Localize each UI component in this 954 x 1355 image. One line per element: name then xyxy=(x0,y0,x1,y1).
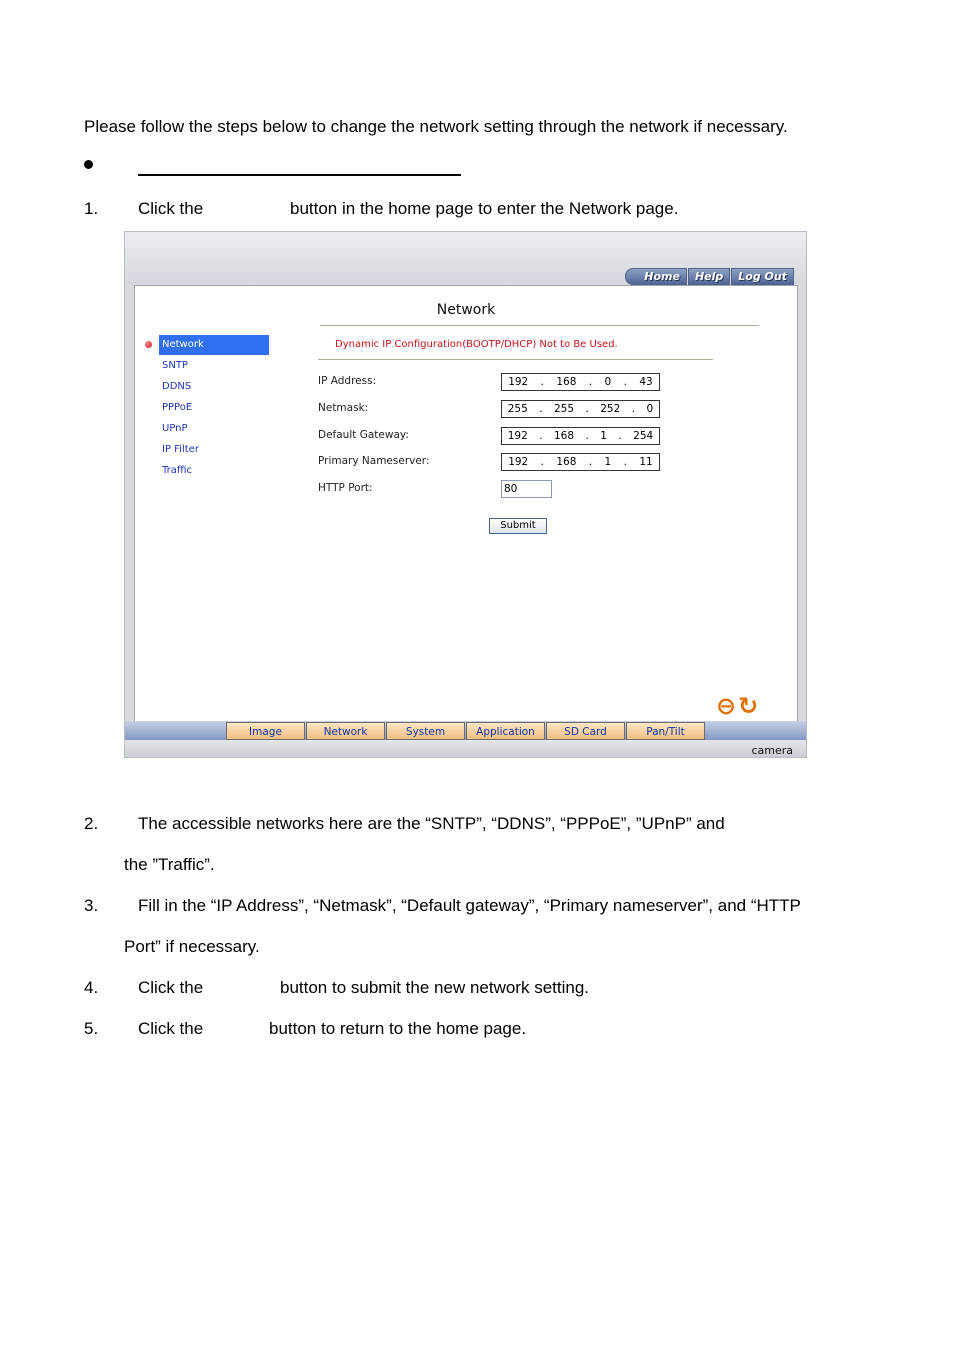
sidebar-item-pppoe[interactable]: PPPoE xyxy=(162,402,193,413)
network-page-screenshot xyxy=(124,231,807,758)
octet-dot: . xyxy=(539,430,543,442)
brand-text: camera xyxy=(751,744,793,757)
dns-octet: 192 xyxy=(508,456,529,468)
sidebar-item-upnp[interactable]: UPnP xyxy=(162,423,188,434)
step-5-number: 5. xyxy=(84,1019,99,1038)
sidebar-item-network[interactable]: Network xyxy=(159,335,269,355)
intro-text: Please follow the steps below to change the network setting through the network if necessary. xyxy=(84,117,788,136)
bottom-tabs xyxy=(226,722,706,740)
octet-dot: . xyxy=(585,403,589,415)
tab-sd-card[interactable]: SD Card xyxy=(546,722,625,740)
step-4-text-a: Click the xyxy=(138,978,204,997)
ip-octet: 168 xyxy=(556,376,577,388)
submit-button[interactable]: Submit xyxy=(489,518,547,534)
gw-octet: 254 xyxy=(633,430,654,442)
dns-octet: 11 xyxy=(639,456,653,468)
refresh-icon[interactable]: ↻ xyxy=(738,692,759,720)
ip-address-label: IP Address: xyxy=(318,375,377,387)
home-button[interactable]: Home xyxy=(625,268,687,285)
step-1-number: 1. xyxy=(84,199,99,218)
help-button[interactable]: Help xyxy=(688,268,730,285)
mask-octet: 255 xyxy=(553,403,575,415)
octet-dot: . xyxy=(539,403,543,415)
octet-dot: . xyxy=(588,376,593,388)
dhcp-warning: Dynamic IP Configuration(BOOTP/DHCP) Not to Be Used. xyxy=(335,339,618,350)
step-5-text-b: button to return to the home page. xyxy=(269,1019,527,1038)
octet-dot: . xyxy=(623,376,627,388)
ip-octet: 0 xyxy=(604,376,612,388)
http-port-field[interactable]: 80 xyxy=(501,480,552,498)
bullet-dot xyxy=(84,160,93,169)
ip-octet: 192 xyxy=(508,376,529,388)
ip-octet: 43 xyxy=(639,376,653,388)
footer-band xyxy=(125,740,806,758)
octet-dot: . xyxy=(585,430,589,442)
step-4-number: 4. xyxy=(84,978,99,997)
tab-image[interactable]: Image xyxy=(226,722,305,740)
mask-octet: 252 xyxy=(600,403,621,415)
back-arrow-icon[interactable]: ⊖ xyxy=(716,692,737,720)
logout-button[interactable]: Log Out xyxy=(731,268,794,285)
netmask-label: Netmask: xyxy=(318,402,369,414)
title-divider xyxy=(320,325,759,326)
gw-octet: 168 xyxy=(553,430,575,442)
dns-octet: 1 xyxy=(604,456,612,468)
step-3-text-b: Port” if necessary. xyxy=(124,937,260,956)
sidebar-item-ip-filter[interactable]: IP Filter xyxy=(162,444,199,455)
primary-nameserver-label: Primary Nameserver: xyxy=(318,455,430,467)
octet-dot: . xyxy=(540,376,544,388)
http-port-label: HTTP Port: xyxy=(318,482,373,494)
octet-dot: . xyxy=(588,456,593,468)
ip-address-field[interactable] xyxy=(501,373,660,391)
tab-system[interactable]: System xyxy=(386,722,465,740)
octet-dot: . xyxy=(618,430,622,442)
default-gateway-field[interactable] xyxy=(501,427,660,445)
tab-network[interactable]: Network xyxy=(306,722,385,740)
dns-octet: 168 xyxy=(556,456,577,468)
step-3-number: 3. xyxy=(84,896,99,915)
page-icons xyxy=(716,694,758,718)
sidebar-item-sntp[interactable]: SNTP xyxy=(162,360,188,371)
gw-octet: 1 xyxy=(600,430,607,442)
tab-application[interactable]: Application xyxy=(466,722,545,740)
sidebar-item-traffic[interactable]: Traffic xyxy=(162,465,193,476)
mask-octet: 0 xyxy=(646,403,654,415)
gw-octet: 192 xyxy=(507,430,528,442)
octet-dot: . xyxy=(540,456,544,468)
step-2-text-a: The accessible networks here are the “SNTP”, “DDNS”, “PPPoE”, ”UPnP” and xyxy=(138,814,725,833)
step-1-text-a: Click the xyxy=(138,199,204,218)
active-item-marker-icon xyxy=(145,341,152,348)
step-5-text-a: Click the xyxy=(138,1019,204,1038)
page-title: Network xyxy=(436,302,496,318)
warning-divider xyxy=(318,359,713,360)
default-gateway-label: Default Gateway: xyxy=(318,429,409,441)
top-nav xyxy=(625,268,794,285)
content-panel xyxy=(134,285,798,722)
step-2-number: 2. xyxy=(84,814,99,833)
step-3-text-a: Fill in the “IP Address”, “Netmask”, “Default gateway”, “Primary nameserver”, and “HTTP xyxy=(138,896,801,915)
section-heading-underline xyxy=(138,174,461,176)
tab-pan-tilt[interactable]: Pan/Tilt xyxy=(626,722,705,740)
sidebar-item-ddns[interactable]: DDNS xyxy=(162,381,192,392)
step-4-text-b: button to submit the new network setting. xyxy=(280,978,590,997)
octet-dot: . xyxy=(623,456,627,468)
netmask-field[interactable] xyxy=(501,400,660,418)
step-2-text-b: the ”Traffic”. xyxy=(124,855,215,874)
mask-octet: 255 xyxy=(507,403,528,415)
sidebar xyxy=(159,335,269,481)
step-1-text-b: button in the home page to enter the Network page. xyxy=(290,199,679,218)
octet-dot: . xyxy=(631,403,636,415)
primary-nameserver-field[interactable] xyxy=(501,453,660,471)
